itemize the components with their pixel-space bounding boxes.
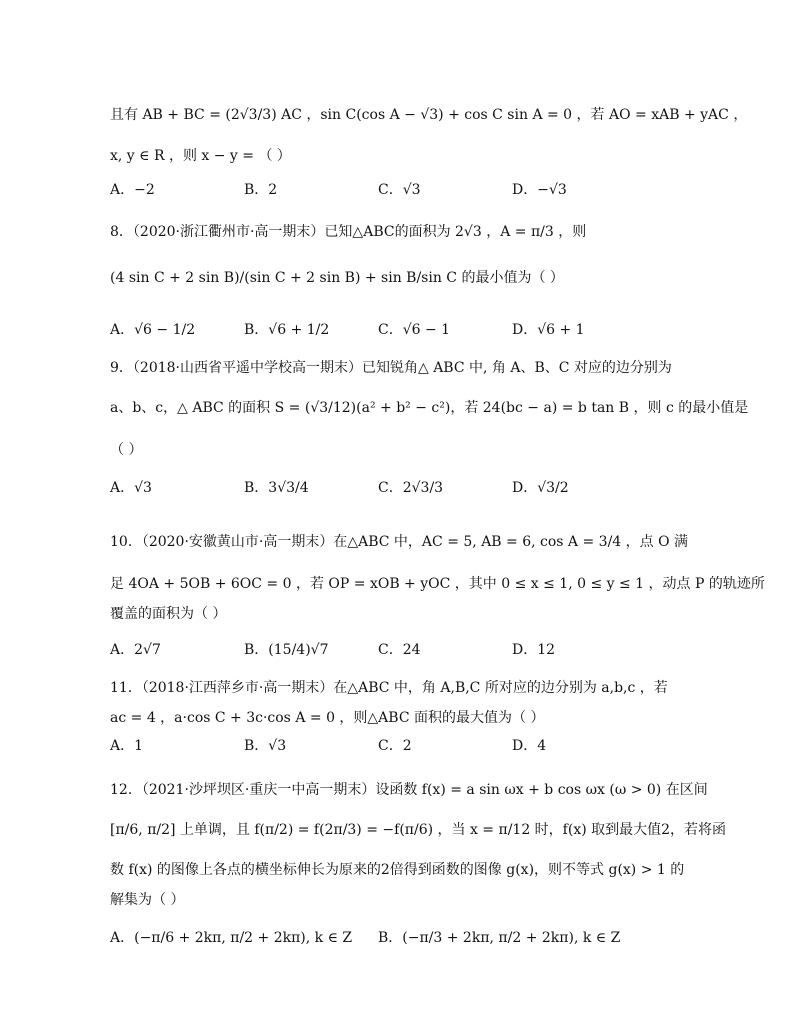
text-line-q10-cond: 足 4OA + 5OB + 6OC = 0 ，若 OP = xOB + yOC ，其中 0 ≤ x ≤ 1, 0 ≤ y ≤ 1 ，动点 P 的轨迹所 [110,576,765,592]
option-q7-opts-2: C．√3 [378,182,421,198]
text-line-q11-cond: ac = 4 ，a·cos C + 3c·cos A = 0 ，则△ABC 面积的最大值为（ ） [110,710,545,726]
text-line-q11-stem: 11．（2018·江西萍乡市·高一期末）在△ABC 中，角 A,B,C 所对应的边分别为 a,b,c ，若 [110,680,668,696]
text-line-q9-stem: 9．（2018·山西省平遥中学校高一期末）已知锐角△ ABC 中, 角 A、B、C 对应的边分别为 [110,360,672,376]
option-q8-opts-0: A．√6 − 1/2 [110,322,196,338]
option-q11-opts-1: B．√3 [244,738,287,754]
option-q8-opts-2: C．√6 − 1 [378,322,451,338]
option-q10-opts-1: B．(15/4)√7 [244,642,329,658]
option-q11-opts-3: D．4 [512,738,547,754]
option-q10-opts-2: C．24 [378,642,421,658]
option-q9-opts-1: B．3√3/4 [244,480,309,496]
option-q8-opts-3: D．√6 + 1 [512,322,585,338]
text-line-q8-stem: 8．（2020·浙江衢州市·高一期末）已知△ABC的面积为 2√3 ，A = π/3 ，则 [110,224,587,240]
option-q8-opts-1: B．√6 + 1/2 [244,322,330,338]
option-q11-opts-0: A．1 [110,738,144,754]
option-q10-opts-3: D．12 [512,642,556,658]
option-q12-opts-0: A．(−π/6 + 2kπ, π/2 + 2kπ), k ∈ Z [110,930,353,946]
option-q10-opts-0: A．2√7 [110,642,161,658]
option-q11-opts-2: C．2 [378,738,412,754]
text-line-q10-ask: 覆盖的面积为（ ） [110,606,227,622]
text-line-q8-expr: (4 sin C + 2 sin B)/(sin C + 2 sin B) + sin B/sin C 的最小值为（ ） [110,270,564,286]
option-q9-opts-2: C．2√3/3 [378,480,444,496]
text-line-q9-paren: （ ） [110,442,143,458]
text-line-q12-stem: 12．（2021·沙坪坝区·重庆一中高一期末）设函数 f(x) = a sin ωx + b cos ωx (ω > 0) 在区间 [110,782,708,798]
text-line-q12-ask: 解集为（ ） [110,892,185,908]
text-line-q7-cont-2: x, y ∈ R ，则 x − y = （ ） [110,148,291,164]
text-line-q12-trans: 数 f(x) 的图像上各点的横坐标伸长为原来的2倍得到函数的图像 g(x)，则不等式 g(x) > 1 的 [110,862,685,878]
text-line-q10-stem: 10．（2020·安徽黄山市·高一期末）在△ABC 中，AC = 5, AB = 6, cos A = 3/4 ，点 O 满 [110,534,689,550]
text-line-q7-cont-1: 且有 AB + BC = (2√3/3) AC ，sin C(cos A − √3) + cos C sin A = 0 ，若 AO = xAB + yAC ， [110,107,748,123]
option-q9-opts-3: D．√3/2 [512,480,569,496]
option-q9-opts-0: A．√3 [110,480,152,496]
option-q7-opts-1: B．2 [244,182,278,198]
text-line-q9-cond: a、b、c，△ ABC 的面积 S = (√3/12)(a² + b² − c²)，若 24(bc − a) = b tan B ，则 c 的最小值是 [110,400,749,416]
text-line-q12-cond: [π/6, π/2] 上单调，且 f(π/2) = f(2π/3) = −f(π/6) ，当 x = π/12 时，f(x) 取到最大值2，若将函 [110,822,727,838]
option-q7-opts-0: A．−2 [110,182,155,198]
option-q7-opts-3: D．−√3 [512,182,567,198]
option-q12-opts-1: B．(−π/3 + 2kπ, π/2 + 2kπ), k ∈ Z [378,930,621,946]
